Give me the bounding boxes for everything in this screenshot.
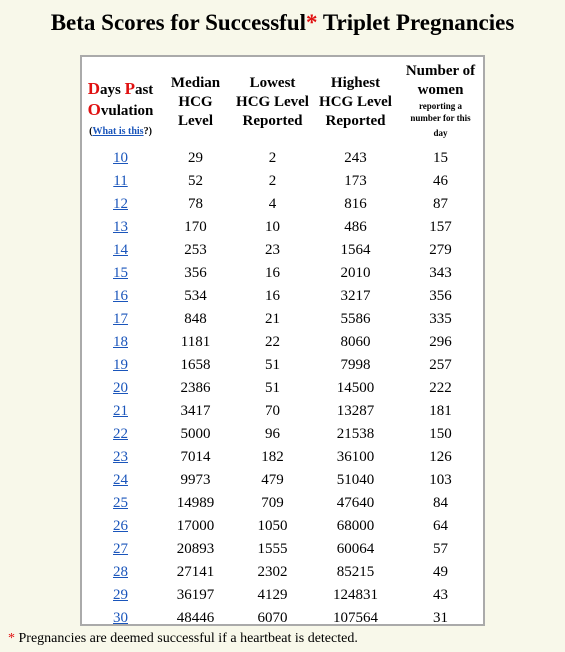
day-cell (82, 538, 159, 561)
highest-cell: 3217 (340, 288, 371, 304)
table-row (82, 400, 483, 423)
lowest-cell: 21 (265, 311, 280, 327)
women-count-cell: 15 (433, 150, 448, 166)
lowest-cell: 479 (261, 472, 284, 488)
median-cell: 48446 (176, 610, 215, 626)
women-count-cell: 335 (429, 311, 452, 327)
day-link[interactable]: 16 (113, 288, 128, 304)
day-cell (82, 584, 159, 607)
day-link[interactable]: 13 (113, 219, 128, 235)
table-row (82, 538, 483, 561)
women-count-cell: 43 (433, 587, 448, 603)
day-link[interactable]: 21 (113, 403, 128, 419)
median-cell: 2386 (180, 380, 211, 396)
highest-cell: 243 (344, 150, 367, 166)
median-cell: 5000 (180, 426, 211, 442)
day-cell (82, 377, 159, 400)
women-count-cell: 57 (433, 541, 448, 557)
beta-table (82, 57, 483, 630)
day-cell (82, 561, 159, 584)
day-link[interactable]: 23 (113, 449, 128, 465)
highest-cell: 107564 (333, 610, 378, 626)
median-cell: 27141 (176, 564, 215, 580)
women-count-cell: 222 (429, 380, 452, 396)
table-row (82, 308, 483, 331)
lowest-cell: 2 (268, 173, 277, 189)
women-count-cell: 343 (429, 265, 452, 281)
women-count-cell: 84 (433, 495, 448, 511)
header-highest: Highest HCG Level Reported (319, 75, 392, 129)
day-cell (82, 308, 159, 331)
day-cell (82, 607, 159, 630)
day-cell (82, 515, 159, 538)
day-cell (82, 469, 159, 492)
table-row (82, 216, 483, 239)
lowest-cell: 2302 (257, 564, 288, 580)
median-cell: 14989 (176, 495, 215, 511)
lowest-cell: 51 (265, 357, 280, 373)
highest-cell: 124831 (333, 587, 378, 603)
day-link[interactable]: 11 (113, 173, 128, 189)
header-lowest: Lowest HCG Level Reported (236, 75, 309, 129)
day-cell (82, 492, 159, 515)
day-link[interactable]: 10 (113, 150, 128, 166)
footnote-asterisk: * (8, 631, 15, 646)
women-count-cell: 157 (429, 219, 452, 235)
median-cell: 3417 (180, 403, 211, 419)
table-body (82, 147, 483, 630)
lowest-cell: 4 (268, 196, 277, 212)
median-cell: 1658 (180, 357, 211, 373)
day-link[interactable]: 22 (113, 426, 128, 442)
median-cell: 29 (188, 150, 203, 166)
lowest-cell: 10 (265, 219, 280, 235)
day-link[interactable]: 28 (113, 564, 128, 580)
women-count-cell: 150 (429, 426, 452, 442)
table-row (82, 147, 483, 170)
median-cell: 36197 (176, 587, 215, 603)
day-link[interactable]: 25 (113, 495, 128, 511)
lowest-cell: 51 (265, 380, 280, 396)
lowest-cell: 4129 (257, 587, 288, 603)
lowest-cell: 6070 (257, 610, 288, 626)
day-cell (82, 400, 159, 423)
day-cell (82, 446, 159, 469)
day-link[interactable]: 14 (113, 242, 128, 258)
women-count-cell: 49 (433, 564, 448, 580)
table-row (82, 423, 483, 446)
women-count-cell: 103 (429, 472, 452, 488)
table-row (82, 561, 483, 584)
lowest-cell: 16 (265, 265, 280, 281)
median-cell: 20893 (176, 541, 215, 557)
lowest-cell: 1050 (257, 518, 288, 534)
day-cell (82, 262, 159, 285)
day-link[interactable]: 18 (113, 334, 128, 350)
day-link[interactable]: 15 (113, 265, 128, 281)
women-count-cell: 296 (429, 334, 452, 350)
what-is-this-link[interactable]: What is this (92, 126, 144, 137)
title-asterisk: * (306, 10, 318, 35)
lowest-cell: 23 (265, 242, 280, 258)
table-row (82, 515, 483, 538)
median-cell: 9973 (180, 472, 211, 488)
header-days-past-ovulation: Days Past Ovulation (What is this?) (87, 79, 154, 137)
highest-cell: 8060 (340, 334, 371, 350)
day-link[interactable]: 27 (113, 541, 128, 557)
table-row (82, 331, 483, 354)
table-row (82, 262, 483, 285)
women-count-cell: 126 (429, 449, 452, 465)
day-link[interactable]: 24 (113, 472, 128, 488)
lowest-cell: 70 (265, 403, 280, 419)
day-cell (82, 170, 159, 193)
highest-cell: 5586 (340, 311, 371, 327)
highest-cell: 68000 (336, 518, 375, 534)
lowest-cell: 2 (268, 150, 277, 166)
footnote: * Pregnancies are deemed successful if a heartbeat is detected. (8, 631, 358, 646)
page-title: Beta Scores for Successful* Triplet Pregnancies (50, 10, 515, 35)
day-link[interactable]: 30 (113, 610, 128, 626)
day-cell (82, 331, 159, 354)
median-cell: 170 (184, 219, 207, 235)
header-median: Median HCG Level (170, 75, 221, 129)
highest-cell: 36100 (336, 449, 375, 465)
lowest-cell: 22 (265, 334, 280, 350)
table-row (82, 584, 483, 607)
table-row (82, 170, 483, 193)
lowest-cell: 96 (265, 426, 280, 442)
table-row (82, 239, 483, 262)
highest-cell: 21538 (336, 426, 375, 442)
table-row (82, 492, 483, 515)
women-count-cell: 257 (429, 357, 452, 373)
median-cell: 52 (188, 173, 203, 189)
highest-cell: 85215 (336, 564, 375, 580)
lowest-cell: 1555 (257, 541, 288, 557)
day-cell (82, 423, 159, 446)
day-link[interactable]: 20 (113, 380, 128, 396)
table-row (82, 607, 483, 630)
median-cell: 1181 (180, 334, 211, 350)
table-panel (80, 55, 485, 626)
table-row (82, 285, 483, 308)
median-cell: 848 (184, 311, 207, 327)
median-cell: 17000 (176, 518, 215, 534)
women-count-cell: 279 (429, 242, 452, 258)
highest-cell: 486 (344, 219, 367, 235)
day-link[interactable]: 17 (113, 311, 128, 327)
women-count-cell: 181 (429, 403, 452, 419)
highest-cell: 2010 (340, 265, 371, 281)
lowest-cell: 16 (265, 288, 280, 304)
median-cell: 7014 (180, 449, 211, 465)
highest-cell: 173 (344, 173, 367, 189)
median-cell: 356 (184, 265, 207, 281)
lowest-cell: 709 (261, 495, 284, 511)
highest-cell: 51040 (336, 472, 375, 488)
day-link[interactable]: 19 (113, 357, 128, 373)
highest-cell: 14500 (336, 380, 375, 396)
table-row (82, 354, 483, 377)
women-count-cell: 356 (429, 288, 452, 304)
day-cell (82, 285, 159, 308)
table-row (82, 377, 483, 400)
lowest-cell: 182 (261, 449, 284, 465)
women-count-cell: 64 (433, 518, 448, 534)
highest-cell: 1564 (340, 242, 371, 258)
day-cell (82, 216, 159, 239)
table-row (82, 446, 483, 469)
median-cell: 253 (184, 242, 207, 258)
women-count-cell: 87 (433, 196, 448, 212)
highest-cell: 13287 (336, 403, 375, 419)
highest-cell: 60064 (336, 541, 375, 557)
highest-cell: 7998 (340, 357, 371, 373)
header-number-of-women: Number of women reporting a number for this day (405, 63, 476, 138)
table-row (82, 193, 483, 216)
day-cell (82, 193, 159, 216)
day-cell (82, 354, 159, 377)
table-row (82, 469, 483, 492)
day-cell (82, 239, 159, 262)
day-link[interactable]: 12 (113, 196, 128, 212)
day-link[interactable]: 26 (113, 518, 128, 534)
median-cell: 534 (184, 288, 207, 304)
day-cell (82, 147, 159, 170)
women-count-cell: 31 (433, 610, 448, 626)
highest-cell: 816 (344, 196, 367, 212)
women-count-cell: 46 (433, 173, 448, 189)
highest-cell: 47640 (336, 495, 375, 511)
day-link[interactable]: 29 (113, 587, 128, 603)
median-cell: 78 (188, 196, 203, 212)
